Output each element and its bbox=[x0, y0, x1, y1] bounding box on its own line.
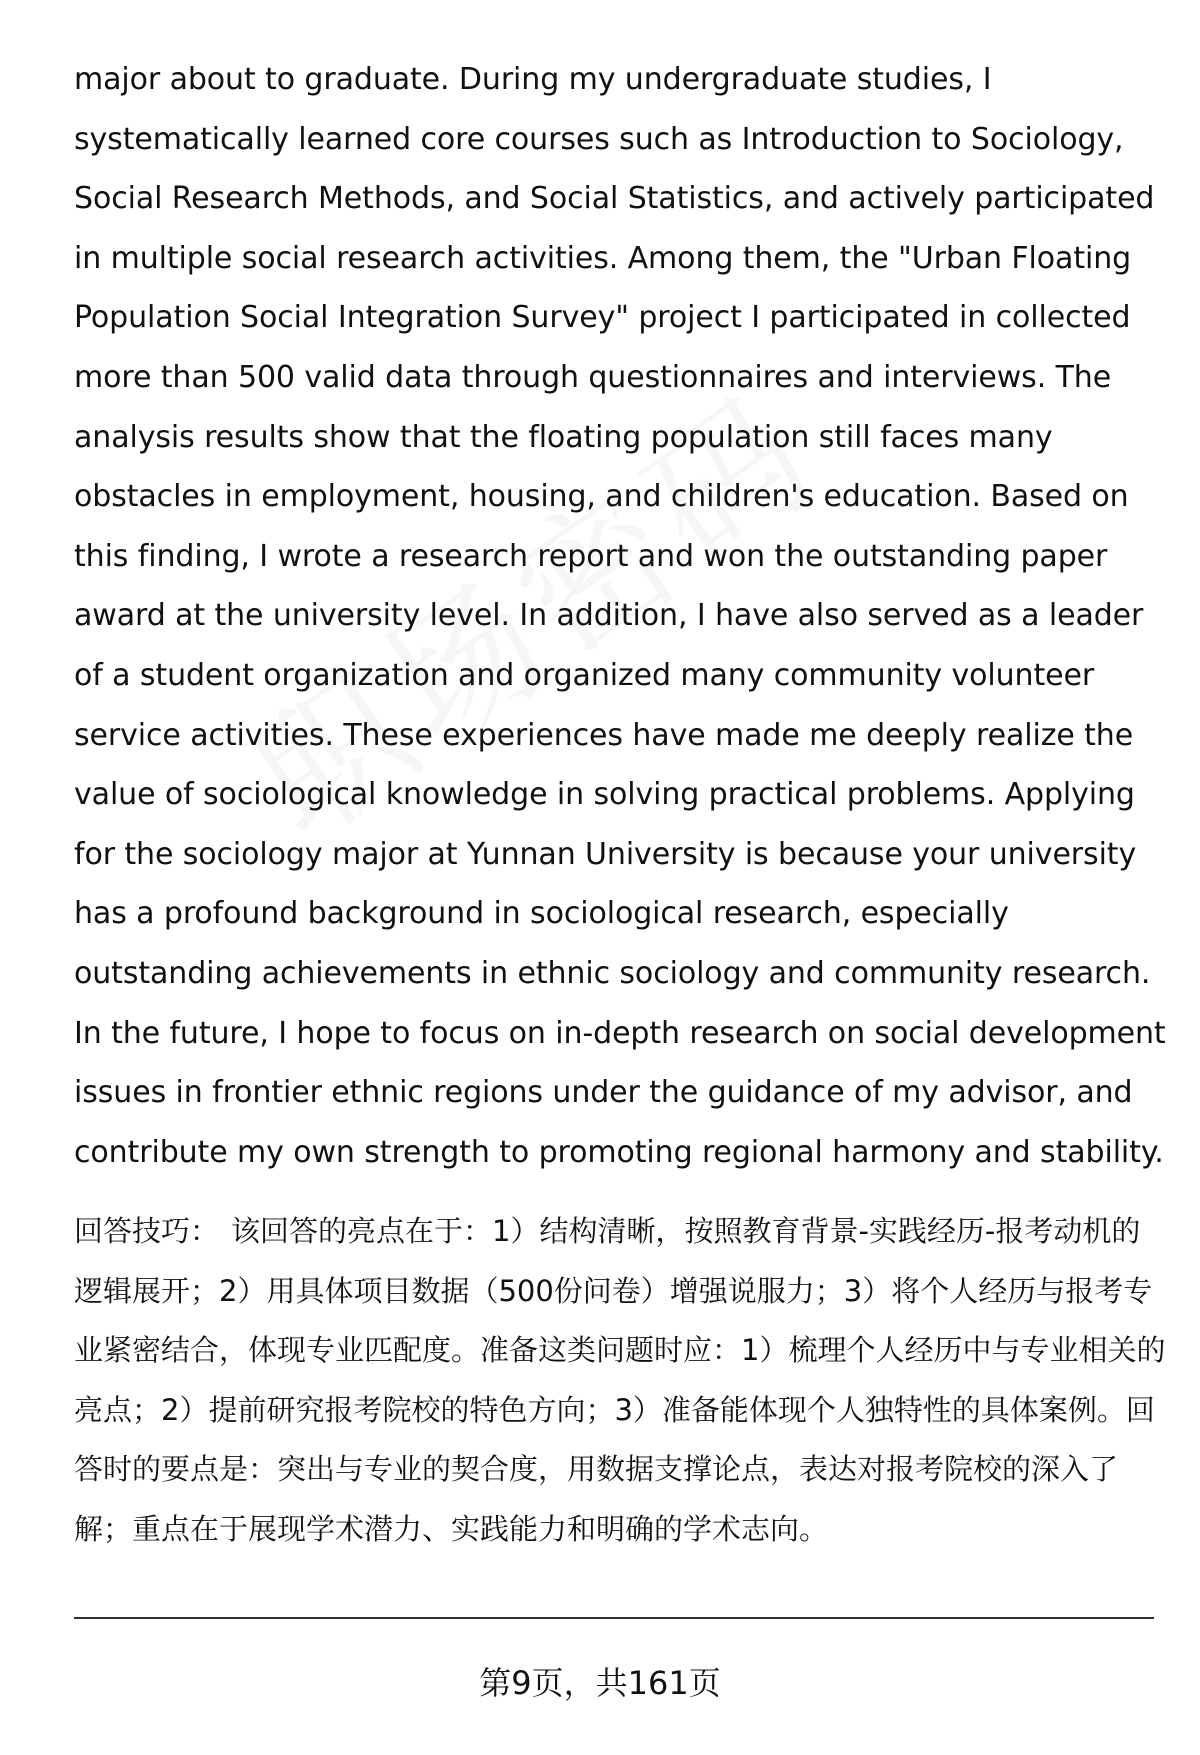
tip-text: 该回答的亮点在于：1）结构清晰，按照教育背景-实践经历-报考动机的逻辑展开；2）用具体项目数据（500份问卷）增强说服力；3）将个人经历与报考专业紧密结合，体现专业匹配度。准备这类问题时应：1）梳理个人经历中与专业相关的亮点；2）提前研究报考院校的特色方向；3）准备能体现个人独特性的具体案例。回答时的要点是：突出与专业的契合度，用数据支撑论点，表达对报考院校的深入了解；重点在于展现学术潜力、实践能力和明确的学术志向。 bbox=[74, 1214, 1166, 1546]
document-body bbox=[74, 50, 1166, 1559]
page-number: 第9页，共161页 bbox=[479, 1664, 721, 1702]
footer-divider bbox=[74, 1617, 1154, 1619]
tip-label: 回答技巧： bbox=[74, 1214, 220, 1249]
answer-paragraph: major about to graduate. During my undergraduate studies, I systematically learned core courses such as Introduction to Sociology, Social Research Methods, and Social Statistics, and actively participated in multiple social research activities. Among them, the "Urban Floating Population Social Integration Survey" project I participated in collected more than 500 valid data through questionnaires and interviews. The analysis results show that the floating population still faces many obstacles in employment, housing, and children's education. Based on this finding, I wrote a research report and won the outstanding paper award at the university level. In addition, I have also served as a leader of a student organization and organized many community volunteer service activities. These experiences have made me deeply realize the value of sociological knowledge in solving practical problems. Applying for the sociology major at Yunnan University is because your university has a profound background in sociological research, especially outstanding achievements in ethnic sociology and community research. In the future, I hope to focus on in-depth research on social development issues in frontier ethnic regions under the guidance of my advisor, and contribute my own strength to promoting regional harmony and stability. bbox=[74, 62, 1166, 1170]
tip-paragraph bbox=[74, 1202, 1166, 1559]
